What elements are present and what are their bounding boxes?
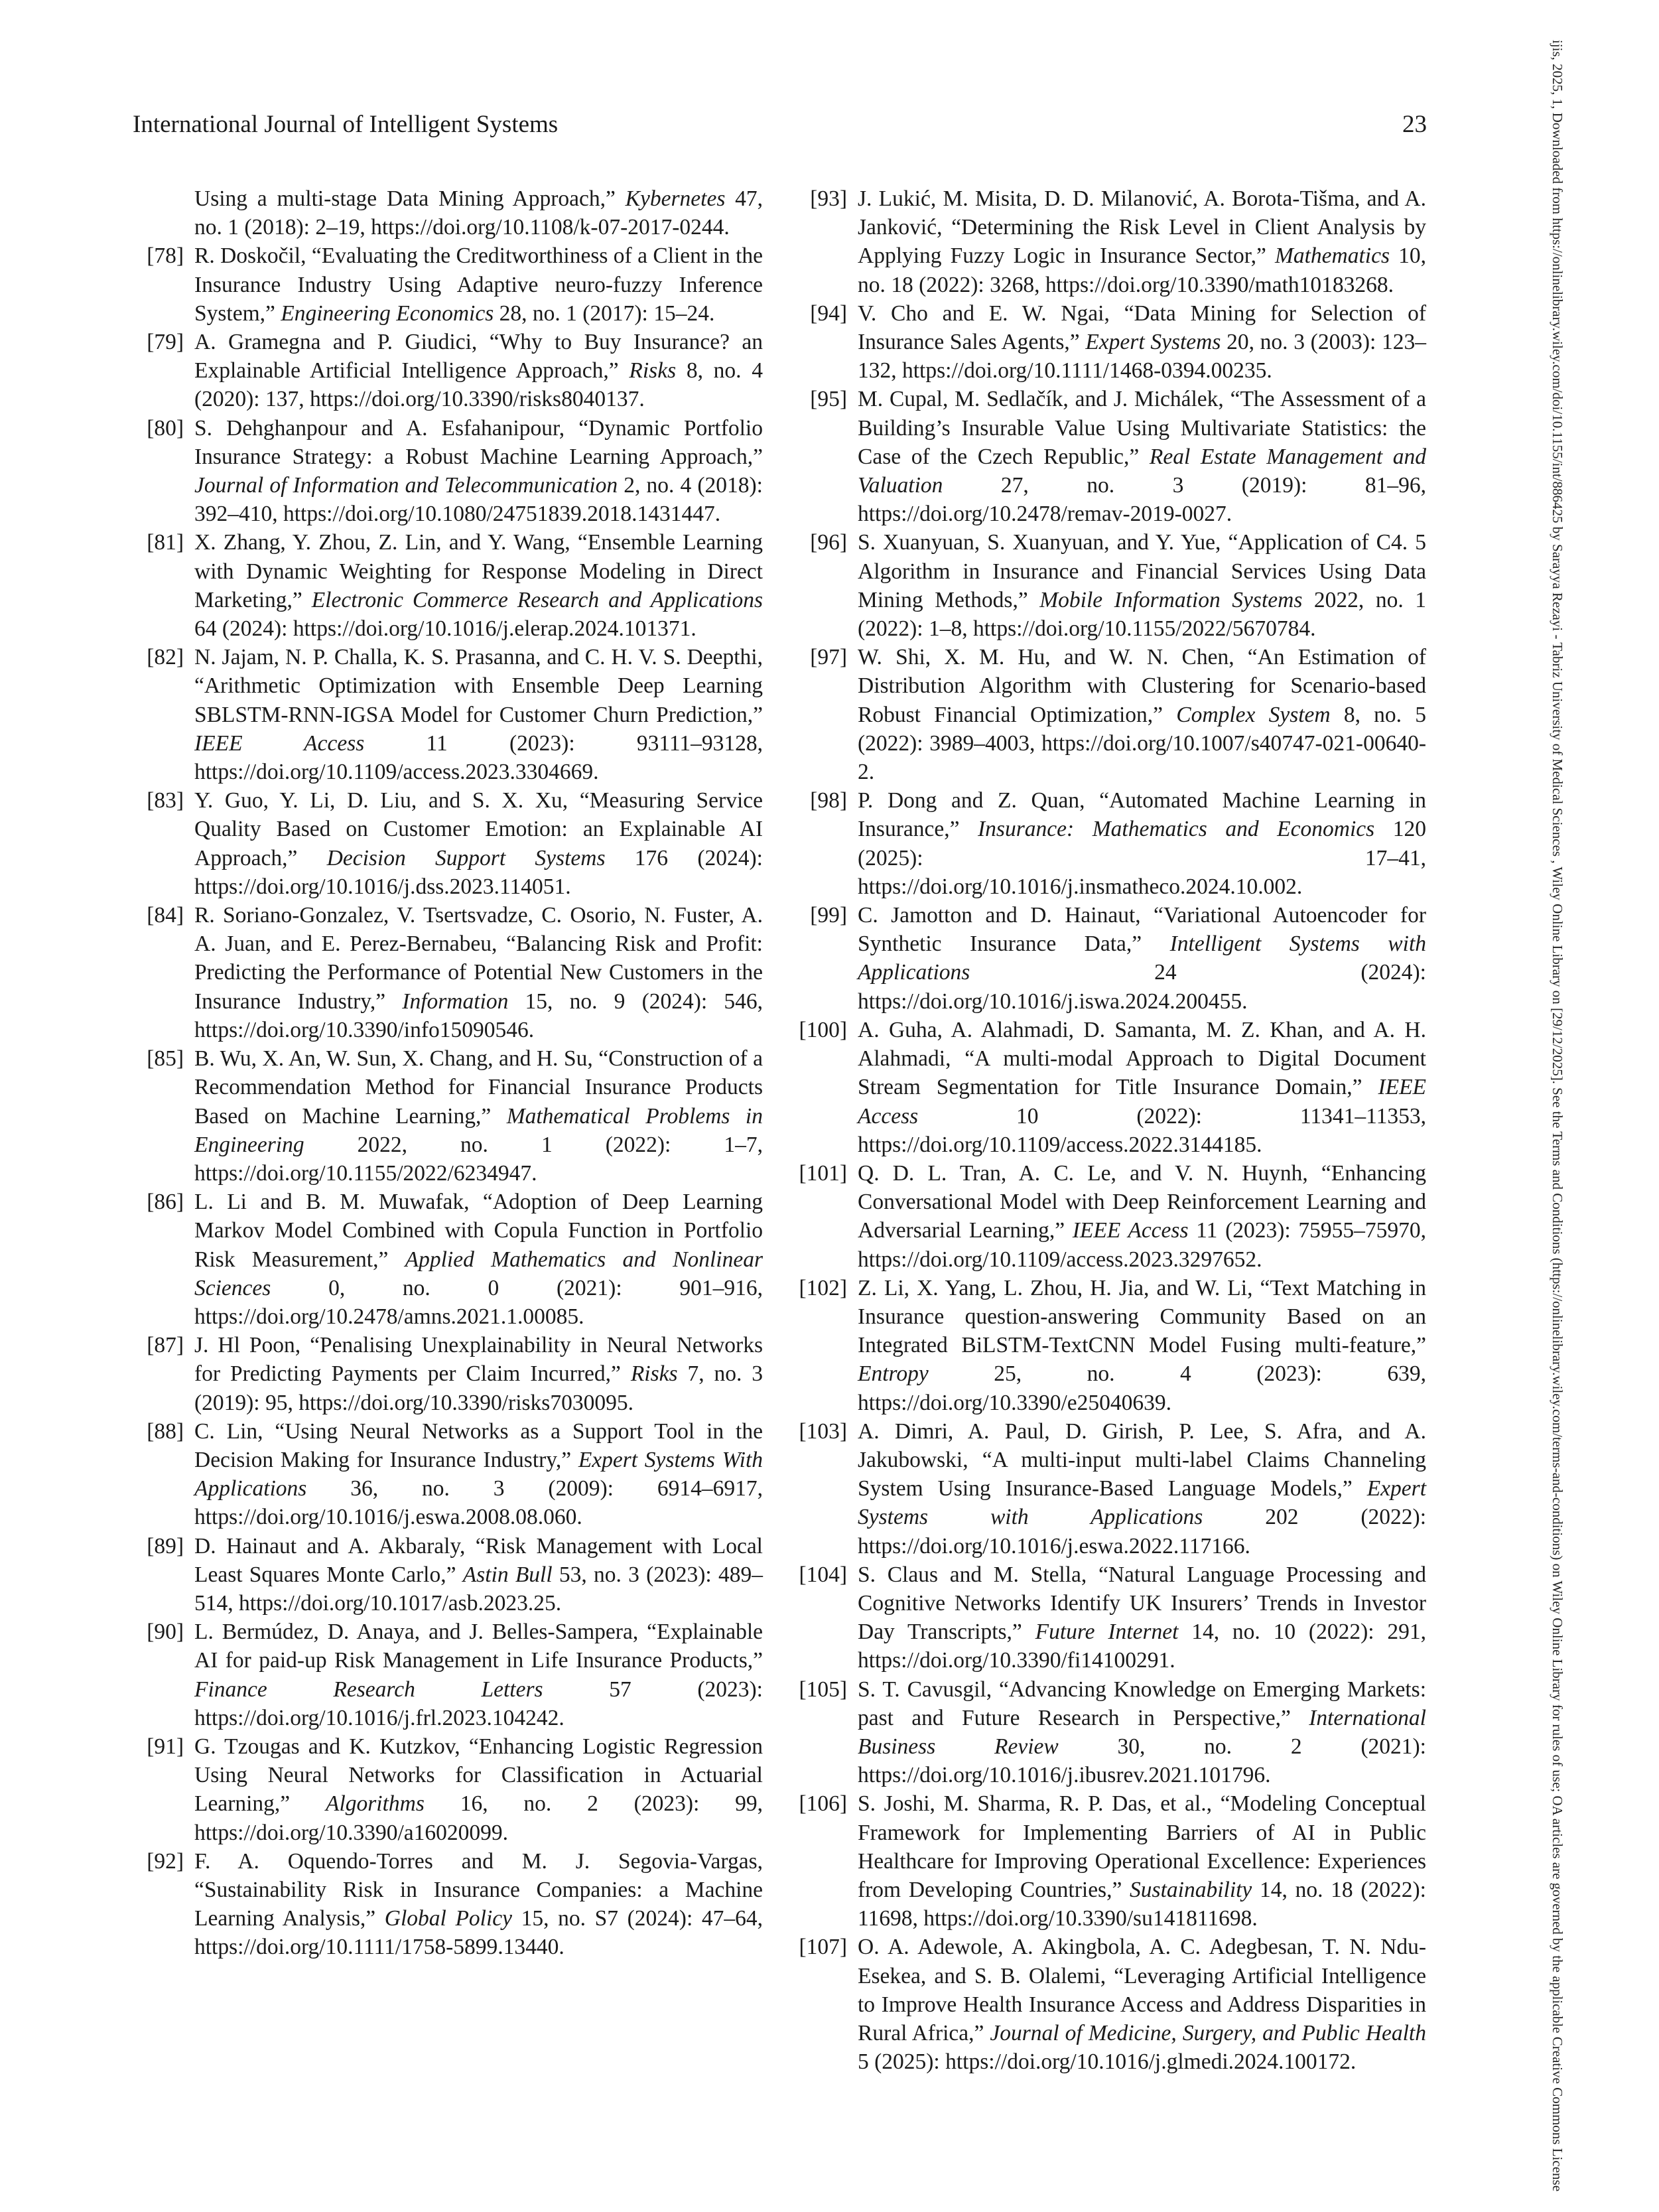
reference-item	[801, 528, 1426, 643]
reference-citation: 2022, no. 1 (2022): 1–8, https://doi.org/10.1155/2022/5670784.	[858, 587, 1426, 642]
reference-journal: Insurance: Mathematics and Economics	[978, 817, 1375, 842]
reference-text: S. Joshi, M. Sharma, R. P. Das, et al., “Modeling Conceptual Framework for Implementing Barriers of AI in Public Healthcare for Improving Operational Excellence: Experiences from Developing Countries,”	[858, 1791, 1426, 1902]
reference-item	[137, 528, 763, 643]
reference-citation: 25, no. 4 (2023): 639, https://doi.org/10.3390/e25040639.	[858, 1361, 1426, 1415]
reference-text: Using a multi-stage Data Mining Approach,”	[194, 186, 626, 211]
reference-citation: 2022, no. 1 (2022): 1–7, https://doi.org/10.1155/2022/6234947.	[194, 1132, 763, 1186]
reference-citation: 14, no. 18 (2022): 11698, https://doi.org/10.3390/su141811698.	[858, 1877, 1426, 1931]
reference-text: X. Zhang, Y. Zhou, Z. Lin, and Y. Wang, “Ensemble Learning with Dynamic Weighting for Response Modeling in Direct Marketing,”	[194, 530, 763, 612]
reference-number: [86]	[147, 1190, 184, 1215]
reference-journal: Future Internet	[1035, 1620, 1179, 1645]
reference-item	[137, 1188, 763, 1331]
reference-citation: 8, no. 4 (2020): 137, https://doi.org/10.3390/risks8040137.	[194, 358, 763, 412]
reference-citation: 7, no. 3 (2019): 95, https://doi.org/10.3390/risks7030095.	[194, 1361, 763, 1415]
reference-citation: 10, no. 18 (2022): 3268, https://doi.org/10.3390/math10183268.	[858, 243, 1426, 297]
reference-item	[801, 1560, 1426, 1675]
reference-item	[137, 1331, 763, 1417]
reference-text: J. Lukić, M. Misita, D. D. Milanović, A. Borota-Tišma, and A. Janković, “Determining the Risk Level in Client Analysis by Applying Fuzzy Logic in Insurance Sector,”	[858, 186, 1426, 269]
reference-item	[137, 786, 763, 901]
journal-title: International Journal of Intelligent Systems	[133, 111, 559, 138]
reference-item	[137, 184, 763, 242]
reference-number: [87]	[147, 1333, 184, 1358]
reference-number: [80]	[147, 415, 184, 441]
reference-journal: Mobile Information Systems	[1039, 587, 1303, 612]
reference-number: [95]	[810, 387, 847, 412]
reference-number: [89]	[147, 1533, 184, 1558]
reference-citation: 15, no. 9 (2024): 546, https://doi.org/10.3390/info15090546.	[194, 989, 763, 1042]
reference-number: [90]	[147, 1620, 184, 1645]
reference-number: [99]	[810, 903, 847, 928]
reference-item	[801, 385, 1426, 528]
reference-number: [91]	[147, 1734, 184, 1759]
reference-text: W. Shi, X. M. Hu, and W. N. Chen, “An Estimation of Distribution Algorithm with Clustering for Scenario-based Robust Financial Optimization,”	[858, 645, 1426, 727]
reference-text: G. Tzougas and K. Kutzkov, “Enhancing Logistic Regression Using Neural Networks for Classification in Actuarial Learning,”	[194, 1734, 763, 1817]
reference-item	[137, 901, 763, 1044]
reference-citation: 53, no. 3 (2023): 489–514, https://doi.org/10.1017/asb.2023.25.	[194, 1562, 763, 1616]
reference-number: [79]	[147, 330, 184, 355]
reference-text: D. Hainaut and A. Akbaraly, “Risk Management with Local Least Squares Monte Carlo,”	[194, 1533, 763, 1587]
reference-item	[801, 1016, 1426, 1159]
reference-journal: Sustainability	[1130, 1877, 1252, 1902]
reference-text: L. Li and B. M. Muwafak, “Adoption of Deep Learning Markov Model Combined with Copula Function in Portfolio Risk Measurement,”	[194, 1190, 763, 1272]
reference-item	[801, 1789, 1426, 1933]
reference-citation: 28, no. 1 (2017): 15–24.	[494, 301, 715, 326]
reference-number: [88]	[147, 1418, 184, 1444]
reference-journal: Complex System	[1176, 702, 1331, 727]
reference-journal: Applied Mathematics and Nonlinear Sciences	[194, 1247, 763, 1300]
reference-item	[137, 1044, 763, 1188]
reference-number: [84]	[147, 903, 184, 928]
reference-number: [78]	[147, 243, 184, 269]
reference-item	[801, 1675, 1426, 1790]
reference-citation: 57 (2023): https://doi.org/10.1016/j.frl.2023.104242.	[194, 1677, 763, 1730]
reference-citation: 2, no. 4 (2018): 392–410, https://doi.org/10.1080/24751839.2018.1431447.	[194, 473, 763, 527]
reference-text: V. Cho and E. W. Ngai, “Data Mining for Selection of Insurance Sales Agents,”	[858, 301, 1426, 355]
reference-number: [100]	[799, 1017, 847, 1042]
reference-number: [98]	[810, 788, 847, 813]
reference-journal: Journal of Medicine, Surgery, and Public Health	[990, 2021, 1426, 2045]
reference-number: [92]	[147, 1848, 184, 1874]
reference-number: [83]	[147, 788, 184, 813]
reference-journal: Mathematical Problems in Engineering	[194, 1103, 763, 1157]
reference-text: A. Dimri, A. Paul, D. Girish, P. Lee, S. Afra, and A. Jakubowski, “A multi-input multi-label Claims Channeling System Using Insurance-Based Language Models,”	[858, 1418, 1426, 1501]
reference-journal: Information	[402, 989, 509, 1014]
reference-number: [103]	[799, 1418, 847, 1444]
reference-journal: Global Policy	[384, 1906, 513, 1931]
reference-number: [81]	[147, 530, 184, 555]
reference-journal: Expert Systems With Applications	[194, 1447, 763, 1501]
reference-journal: IEEE Access	[194, 730, 365, 756]
reference-number: [97]	[810, 645, 847, 670]
references-left-column	[137, 184, 763, 1962]
reference-citation: 30, no. 2 (2021): https://doi.org/10.1016/j.ibusrev.2021.101796.	[858, 1734, 1426, 1788]
reference-journal: International Business Review	[858, 1705, 1426, 1759]
reference-text: F. A. Oquendo-Torres and M. J. Segovia-Vargas, “Sustainability Risk in Insurance Companies: a Machine Learning Analysis,”	[194, 1848, 763, 1931]
reference-text: Q. D. L. Tran, A. C. Le, and V. N. Huynh, “Enhancing Conversational Model with Deep Reinforcement Learning and Adversarial Learning,”	[858, 1160, 1426, 1243]
reference-text: P. Dong and Z. Quan, “Automated Machine Learning in Insurance,”	[858, 788, 1426, 842]
download-notice: ijis, 2025, 1, Downloaded from https://onlinelibrary.wiley.com/doi/10.1155/int/886425 by Sarayya Rezayi - Tabriz University of Medical Sciences , Wiley Online Library on [29/12/2025]. See the Terms and Conditions (https://onlinelibrary.wiley.com/terms-and-conditions) on Wiley Online Library for rules of use; OA articles are governed by the applicable Creative Commons License	[1550, 40, 1565, 2192]
reference-journal: Decision Support Systems	[326, 845, 606, 870]
reference-number: [94]	[810, 301, 847, 326]
reference-item	[137, 1732, 763, 1847]
reference-item	[137, 1532, 763, 1618]
reference-number: [104]	[799, 1562, 847, 1587]
reference-journal: Kybernetes	[625, 186, 726, 211]
reference-text: N. Jajam, N. P. Challa, K. S. Prasanna, and C. H. V. S. Deepthi, “Arithmetic Optimization with Ensemble Deep Learning SBLSTM-RNN-IGSA Model for Customer Churn Prediction,”	[194, 645, 763, 727]
reference-item	[801, 643, 1426, 786]
reference-text: S. Claus and M. Stella, “Natural Language Processing and Cognitive Networks Identify UK Insurers’ Trends in Investor Day Transcripts,”	[858, 1562, 1426, 1645]
reference-journal: Risks	[629, 358, 677, 383]
reference-item	[801, 1933, 1426, 2076]
reference-citation: 11 (2023): 75955–75970, https://doi.org/10.1109/access.2023.3297652.	[858, 1218, 1426, 1272]
reference-number: [107]	[799, 1935, 847, 1960]
reference-item	[801, 184, 1426, 299]
reference-item	[137, 1618, 763, 1732]
reference-text: Z. Li, X. Yang, L. Zhou, H. Jia, and W. Li, “Text Matching in Insurance question-answering Community Based on an Integrated BiLSTM-TextCNN Model Fusing multi-feature,”	[858, 1275, 1426, 1358]
reference-item	[801, 1159, 1426, 1274]
reference-journal: Journal of Information and Telecommunication	[194, 473, 618, 498]
reference-citation: 47, no. 1 (2018): 2–19, https://doi.org/10.1108/k-07-2017-0244.	[194, 186, 763, 240]
reference-text: J. Hl Poon, “Penalising Unexplainability in Neural Networks for Predicting Payments per Claim Incurred,”	[194, 1333, 763, 1387]
reference-citation: 0, no. 0 (2021): 901–916, https://doi.org/10.2478/amns.2021.1.00085.	[194, 1275, 763, 1329]
reference-citation: 24 (2024): https://doi.org/10.1016/j.iswa.2024.200455.	[858, 960, 1426, 1014]
reference-text: S. Xuanyuan, S. Xuanyuan, and Y. Yue, “Application of C4. 5 Algorithm in Insurance and Financial Services Using Data Mining Methods,”	[858, 530, 1426, 612]
reference-citation: 20, no. 3 (2003): 123–132, https://doi.org/10.1111/1468-0394.00235.	[858, 330, 1426, 383]
reference-citation: 202 (2022): https://doi.org/10.1016/j.eswa.2022.117166.	[858, 1505, 1427, 1558]
reference-text: R. Doskočil, “Evaluating the Creditworthiness of a Client in the Insurance Industry Using Adaptive neuro-fuzzy Inference System,”	[194, 243, 763, 326]
reference-text: S. Dehghanpour and A. Esfahanipour, “Dynamic Portfolio Insurance Strategy: a Robust Machine Learning Approach,”	[194, 415, 763, 469]
reference-citation: 8, no. 5 (2022): 3989–4003, https://doi.org/10.1007/s40747-021-00640-2.	[858, 702, 1427, 785]
reference-citation: 120 (2025): 17–41, https://doi.org/10.1016/j.insmatheco.2024.10.002.	[858, 817, 1426, 899]
reference-number: [82]	[147, 645, 184, 670]
reference-text: C. Jamotton and D. Hainaut, “Variational Autoencoder for Synthetic Insurance Data,”	[858, 903, 1426, 957]
reference-journal: Expert Systems with Applications	[858, 1476, 1426, 1530]
reference-item	[137, 1847, 763, 1962]
reference-item	[137, 242, 763, 328]
reference-item	[801, 1274, 1426, 1417]
reference-journal: Entropy	[858, 1361, 929, 1387]
reference-item	[801, 1417, 1426, 1560]
reference-item	[801, 786, 1426, 901]
reference-citation: 11 (2023): 93111–93128, https://doi.org/10.1109/access.2023.3304669.	[194, 730, 763, 785]
reference-journal: Expert Systems	[1085, 330, 1221, 355]
reference-number: [102]	[799, 1275, 847, 1300]
reference-number: [106]	[799, 1791, 847, 1817]
reference-item	[801, 901, 1426, 1016]
reference-item	[137, 414, 763, 529]
reference-citation: 36, no. 3 (2009): 6914–6917, https://doi.org/10.1016/j.eswa.2008.08.060.	[194, 1476, 763, 1530]
reference-journal: Finance Research Letters	[194, 1677, 543, 1702]
reference-number: [96]	[810, 530, 847, 555]
reference-number: [85]	[147, 1046, 184, 1071]
reference-text: L. Bermúdez, D. Anaya, and J. Belles-Sampera, “Explainable AI for paid-up Risk Management in Life Insurance Products,”	[194, 1620, 763, 1673]
reference-text: A. Gramegna and P. Giudici, “Why to Buy Insurance? an Explainable Artificial Intelligence Approach,”	[194, 330, 763, 383]
reference-text: M. Cupal, M. Sedlačík, and J. Michálek, “The Assessment of a Building’s Insurable Value Using Multivariate Statistics: the Case of the Czech Republic,”	[858, 387, 1426, 469]
reference-journal: Electronic Commerce Research and Applications	[311, 587, 763, 612]
reference-item	[137, 1417, 763, 1532]
reference-journal: Engineering Economics	[281, 301, 494, 326]
reference-journal: IEEE Access	[858, 1075, 1426, 1129]
reference-journal: Algorithms	[325, 1791, 425, 1817]
reference-text: A. Guha, A. Alahmadi, D. Samanta, M. Z. Khan, and A. H. Alahmadi, “A multi-modal Approach to Digital Document Stream Segmentation for Title Insurance Domain,”	[858, 1017, 1426, 1100]
reference-citation: 14, no. 10 (2022): 291, https://doi.org/10.3390/fi14100291.	[858, 1620, 1426, 1673]
reference-citation: 15, no. S7 (2024): 47–64, https://doi.org/10.1111/1758-5899.13440.	[194, 1906, 763, 1960]
reference-text: B. Wu, X. An, W. Sun, X. Chang, and H. Su, “Construction of a Recommendation Method for Financial Insurance Products Based on Machine Learning,”	[194, 1046, 763, 1129]
reference-number: [105]	[799, 1677, 847, 1702]
references-right-column	[801, 184, 1426, 2076]
page-number: 23	[1402, 111, 1427, 138]
reference-text: O. A. Adewole, A. Akingbola, A. C. Adegbesan, T. N. Ndu-Esekea, and S. B. Olalemi, “Leveraging Artificial Intelligence to Improve Health Insurance Access and Address Disparities in Rural Africa,”	[858, 1935, 1426, 2045]
reference-citation: 64 (2024): https://doi.org/10.1016/j.elerap.2024.101371.	[194, 616, 697, 642]
reference-journal: Real Estate Management and Valuation	[858, 444, 1426, 498]
reference-item	[801, 299, 1426, 385]
reference-journal: Intelligent Systems with Applications	[858, 932, 1427, 985]
reference-citation: 5 (2025): https://doi.org/10.1016/j.glmedi.2024.100172.	[858, 2049, 1357, 2075]
reference-text: Y. Guo, Y. Li, D. Liu, and S. X. Xu, “Measuring Service Quality Based on Customer Emotion: an Explainable AI Approach,”	[194, 788, 763, 870]
reference-citation: 27, no. 3 (2019): 81–96, https://doi.org/10.2478/remav-2019-0027.	[858, 473, 1426, 527]
reference-text: S. T. Cavusgil, “Advancing Knowledge on Emerging Markets: past and Future Research in Perspective,”	[858, 1677, 1426, 1730]
reference-journal: IEEE Access	[1072, 1218, 1189, 1243]
reference-citation: 176 (2024): https://doi.org/10.1016/j.dss.2023.114051.	[194, 845, 763, 899]
reference-journal: Astin Bull	[462, 1562, 553, 1587]
reference-number: [101]	[799, 1160, 847, 1186]
reference-item	[137, 328, 763, 414]
reference-text: R. Soriano-Gonzalez, V. Tsertsvadze, C. Osorio, N. Fuster, A. A. Juan, and E. Perez-Bernabeu, “Balancing Risk and Profit: Predicting the Performance of Potential New Customers in the Insurance Industry,”	[194, 903, 763, 1014]
reference-citation: 16, no. 2 (2023): 99, https://doi.org/10.3390/a16020099.	[194, 1791, 763, 1845]
reference-text: C. Lin, “Using Neural Networks as a Support Tool in the Decision Making for Insurance Industry,”	[194, 1418, 763, 1472]
reference-item	[137, 643, 763, 786]
reference-citation: 10 (2022): 11341–11353, https://doi.org/10.1109/access.2022.3144185.	[858, 1103, 1426, 1157]
reference-journal: Mathematics	[1274, 243, 1390, 269]
reference-number: [93]	[810, 186, 847, 211]
reference-journal: Risks	[630, 1361, 678, 1387]
